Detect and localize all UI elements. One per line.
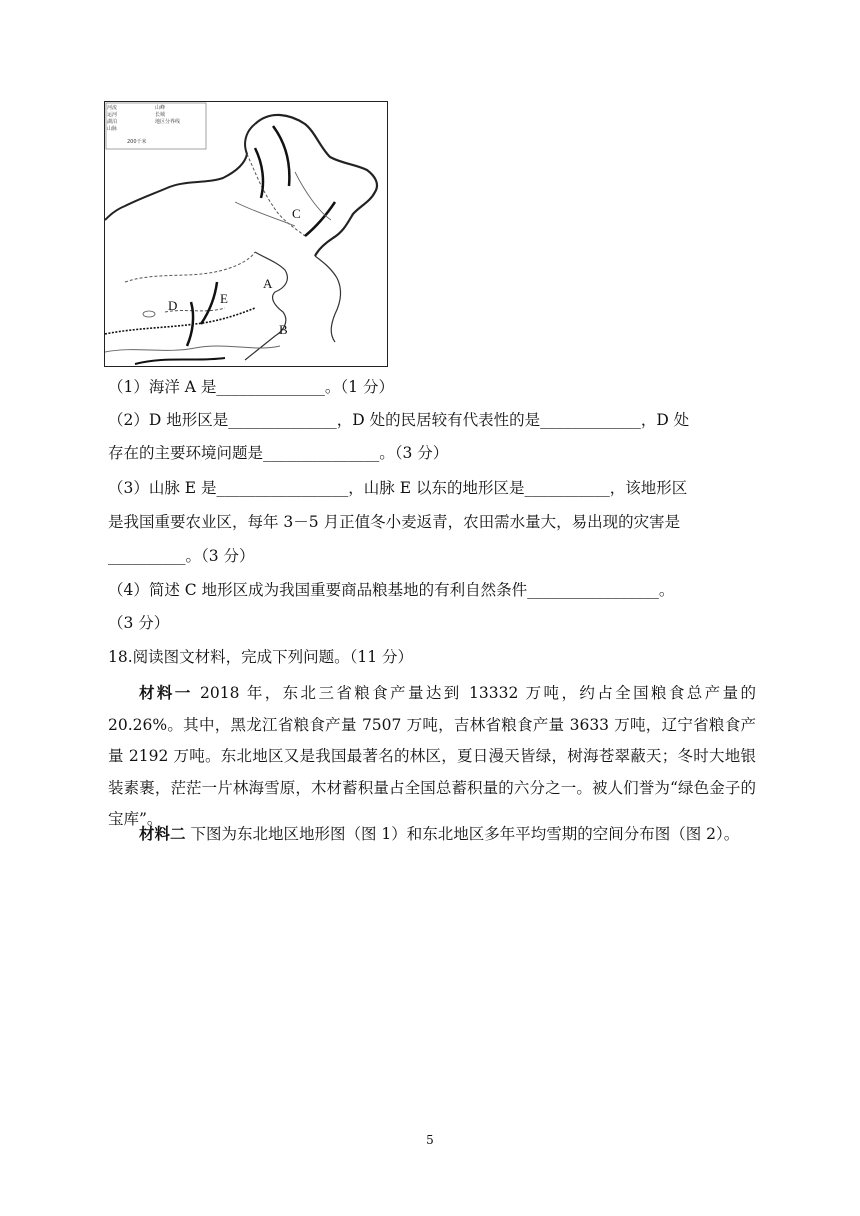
- map-label-a: A: [263, 276, 273, 291]
- material-two-text: 下图为东北地区地形图（图 1）和东北地区多年平均雪期的空间分布图（图 2）。: [185, 825, 740, 843]
- legend-river: 河流: [107, 105, 118, 111]
- material-one: [108, 677, 756, 836]
- legend-mountain: 山脉: [107, 126, 118, 132]
- q18-title: 18.阅读图文材料，完成下列问题。（11 分）: [108, 648, 414, 666]
- map-label-c: C: [292, 206, 301, 221]
- q17-line-4: （3）山脉 E 是_________________，山脉 E 以东的地形区是___________，该地形区: [108, 479, 688, 497]
- material-two: [108, 818, 756, 851]
- map-legend: [107, 105, 203, 149]
- region-map: [104, 101, 388, 367]
- material-one-label: 材料一: [139, 683, 193, 702]
- map-label-d: D: [168, 298, 178, 313]
- map-label-e: E: [220, 291, 228, 306]
- material-two-label: 材料二: [139, 824, 186, 843]
- legend-great-wall: 长城: [155, 112, 166, 118]
- legend-peak: 山峰: [155, 105, 166, 111]
- legend-scale: 200千米: [127, 139, 147, 145]
- q17-line-1: （1）海洋 A 是______________。（1 分）: [108, 378, 394, 396]
- material-one-text: 2018 年，东北三省粮食产量达到 13332 万吨，约占全国粮食总产量的 20.26%。其中，黑龙江省粮食产量 7507 万吨，吉林省粮食产量 3633 万吨，辽宁省粮食产量 2192 万吨。东北地区又是我国最著名的林区，夏日漫天皆绿，树海苍翠蔽天；冬时大地银装素裹，茫茫一片林海雪原，木材蓄积量占全国总蓄积量的六分之一。被人们誉为“绿色金子的宝库”。: [108, 684, 756, 828]
- page-number: 5: [426, 1133, 434, 1147]
- q17-line-7: （4）简述 C 地形区成为我国重要商品粮基地的有利自然条件_________________。: [108, 581, 675, 599]
- q17-line-3: 存在的主要环境问题是_______________。（3 分）: [108, 444, 449, 462]
- legend-canal: 运河: [107, 112, 118, 118]
- map-label-b: B: [279, 322, 288, 337]
- q17-line-5: 是我国重要农业区，每年 3－5 月正值冬小麦返青，农田需水量大，易出现的灾害是: [108, 513, 681, 531]
- q17-line-8: （3 分）: [108, 614, 170, 632]
- q17-line-2: （2）D 地形区是______________，D 处的民居较有代表性的是_____________，D 处: [108, 411, 690, 429]
- q17-line-6: __________。（3 分）: [108, 547, 255, 565]
- legend-boundary: 地区分界线: [155, 119, 181, 125]
- legend-lake: 湖泊: [107, 119, 118, 125]
